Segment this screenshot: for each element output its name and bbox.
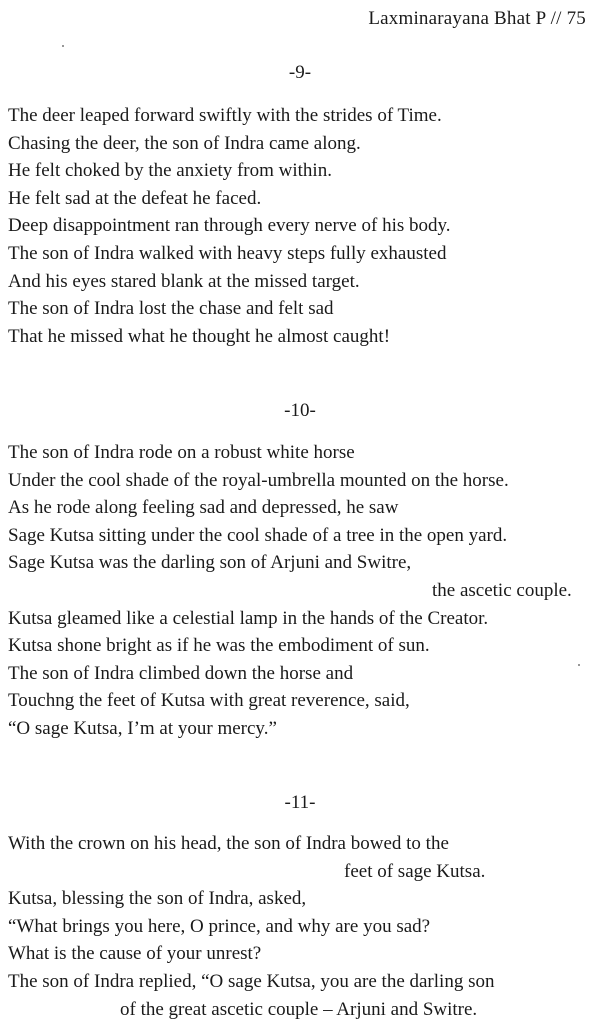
verse-line: Kutsa gleamed like a celestial lamp in the hands of the Creator. bbox=[8, 607, 489, 629]
verse-line: As he rode along feeling sad and depressed, he saw bbox=[8, 497, 399, 519]
verse-line: The son of Indra rode on a robust white horse bbox=[8, 442, 355, 463]
verse-line: The son of Indra lost the chase and felt sad bbox=[8, 298, 334, 320]
verse-line: Deep disappointment ran through every nerve of his body. bbox=[8, 215, 451, 237]
verse-line-continuation: feet of sage Kutsa. bbox=[344, 860, 486, 882]
verse-line: Kutsa shone bright as if he was the embodiment of sun. bbox=[8, 635, 430, 657]
verse-line: That he missed what he thought he almost caught! bbox=[8, 325, 391, 347]
verse-line: What is the cause of your unrest? bbox=[8, 943, 262, 965]
section-number-11: -11- bbox=[284, 792, 316, 813]
verse-line: The deer leaped forward swiftly with the strides of Time. bbox=[8, 105, 442, 126]
running-header: Laxminarayana Bhat P // 75 bbox=[368, 8, 586, 29]
section-number-9: -9- bbox=[288, 62, 312, 83]
verse-line: The son of Indra walked with heavy steps fully exhausted bbox=[8, 242, 447, 264]
verse-line: Sage Kutsa was the darling son of Arjuni and Switre, bbox=[8, 552, 412, 574]
verse-line: With the crown on his head, the son of Indra bowed to the bbox=[8, 833, 449, 854]
verse-line: “What brings you here, O prince, and why are you sad? bbox=[8, 915, 431, 937]
section-number-10: -10- bbox=[284, 400, 316, 421]
stanza-9 bbox=[8, 102, 592, 350]
verse-line: The son of Indra replied, “O sage Kutsa, you are the darling son bbox=[8, 970, 495, 992]
verse-line: Under the cool shade of the royal-umbrella mounted on the horse. bbox=[8, 469, 509, 491]
verse-line: And his eyes stared blank at the missed target. bbox=[8, 270, 360, 292]
scan-speck bbox=[62, 45, 64, 47]
stanza-11 bbox=[8, 830, 592, 1023]
verse-line-continuation: of the great ascetic couple – Arjuni and Switre. bbox=[120, 998, 478, 1020]
verse-line-continuation: the ascetic couple. bbox=[432, 579, 572, 601]
verse-line: Touchng the feet of Kutsa with great reverence, said, bbox=[8, 690, 410, 712]
verse-line: Chasing the deer, the son of Indra came along. bbox=[8, 132, 361, 154]
stanza-10 bbox=[8, 439, 592, 743]
verse-line: He felt sad at the defeat he faced. bbox=[8, 187, 262, 209]
verse-line: “O sage Kutsa, I’m at your mercy.” bbox=[8, 717, 277, 739]
scan-speck bbox=[578, 664, 580, 666]
verse-line: Sage Kutsa sitting under the cool shade of a tree in the open yard. bbox=[8, 524, 508, 546]
verse-line: He felt choked by the anxiety from within. bbox=[8, 160, 332, 182]
verse-line: Kutsa, blessing the son of Indra, asked, bbox=[8, 888, 307, 910]
verse-line: The son of Indra climbed down the horse and bbox=[8, 662, 354, 684]
